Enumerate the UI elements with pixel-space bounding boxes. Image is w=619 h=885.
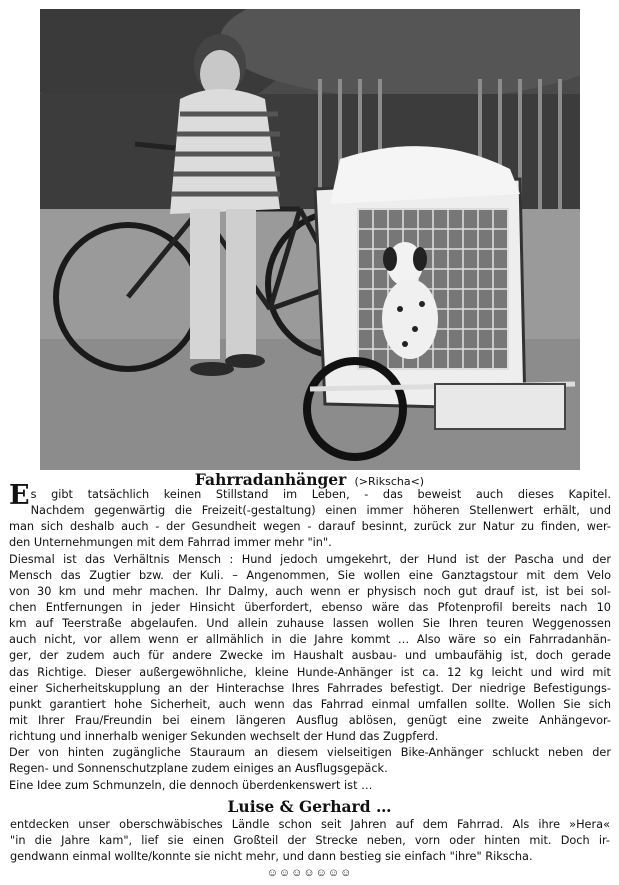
article-title-note: (>Rikscha<) <box>354 475 425 488</box>
photo-illustration <box>40 9 580 470</box>
body-line: richtung und innerhalb weniger Sekunden wechselt der Hund das Zugpferd. <box>9 730 439 744</box>
body-line: von 30 km und mehr machen. Ihr Dalmy, auch wenn er physisch noch gut drauf ist, ist bei sol- <box>9 584 611 598</box>
body-line: auch nicht, vor allem wenn er allmählich in die Jahre kommt … Also wäre so ein Fahrradanhän- <box>9 633 611 647</box>
body-line: Eine Idee zum Schmunzeln, die dennoch überdenkenswert ist … <box>9 778 373 792</box>
body-line: Diesmal ist das Verhältnis Mensch : Hund jedoch umgekehrt, der Hund ist der Pascha und der <box>9 552 611 566</box>
body-line: Der von hinten zugängliche Stauraum an diesem vielseitigen Bike-Anhänger schluckt neben der <box>9 746 611 760</box>
outro-line: "in die Jahre kam", lief sie einen Großteil der Strecke neben, vorn oder hinten mit. Doch ir- <box>10 834 610 848</box>
smiley-row: ☺☺☺☺☺☺☺ <box>266 867 353 879</box>
body-line: Mensch das Zugtier bzw. der Kuli. – Angenommen, Sie wollen eine Ganztagstour mit dem Velo <box>9 568 611 582</box>
drop-cap: E <box>9 480 30 511</box>
outro-line: gendwann einmal wollte/konnte sie nicht mehr, und dann bestieg sie einfach "ihre" Rikscha. <box>10 850 533 864</box>
body-line: man sich deshalb auch - der Gesundheit wegen - darauf besinnt, zurück zur Natur zu finden, wer- <box>9 520 611 534</box>
body-line: s gibt tatsächlich keinen Stillstand im Leben, - das beweist auch dieses Kapitel. <box>30 488 611 501</box>
body-line: km auf Teerstraße abgelaufen. Und allein zuhause lassen wollen Sie Ihren teuren Weggenossen <box>9 617 611 631</box>
body-line: Regen- und Sonnenschutzplane zudem einiges an Ausflugsgepäck. <box>9 762 388 776</box>
body-line: Nachdem gegenwärtig die Freizeit(-gestaltung) einen immer höheren Stellenwert erhält, und <box>30 504 611 518</box>
signature-heading: Luise & Gerhard … <box>227 797 392 816</box>
photo-woman-bicycle-dog-trailer <box>40 9 580 470</box>
outro-line: entdecken unser oberschwäbisches Ländle schon seit Jahren auf dem Fahrrad. Als ihre »Hera« <box>10 818 610 831</box>
body-line: punkt garantiert hohe Sicherheit, auch wenn das Fahrrad einmal umfallen sollte. Wollen Sie sich <box>9 697 611 711</box>
body-line: chen Entfernungen in jeder Hinsicht überfordert, ebenso wäre das Pfotenprofil bereits nach 10 <box>9 600 611 614</box>
body-line: das Richtige. Dieser außergewöhnliche, kleine Hunde-Anhänger ist ca. 12 kg leicht und wird mit <box>9 665 611 679</box>
body-line: ger, der zudem auch für andere Zwecke im Haushalt ausbau- und umbaufähig ist, doch gerade <box>9 649 611 663</box>
body-line: einer Sicherheitskupplung an der Hinterachse Ihres Fahrrades befestigt. Der niedrige Befestigungs- <box>9 681 611 695</box>
body-line: mit Ihrer Frau/Freundin bei einem längeren Ausflug ablösen, genügt eine zweite Anhängevor- <box>9 713 611 727</box>
body-line: den Unternehmungen mit dem Fahrrad immer mehr "in". <box>9 536 332 550</box>
signature-text <box>10 817 610 866</box>
article-title: Fahrradanhänger <box>194 470 347 489</box>
